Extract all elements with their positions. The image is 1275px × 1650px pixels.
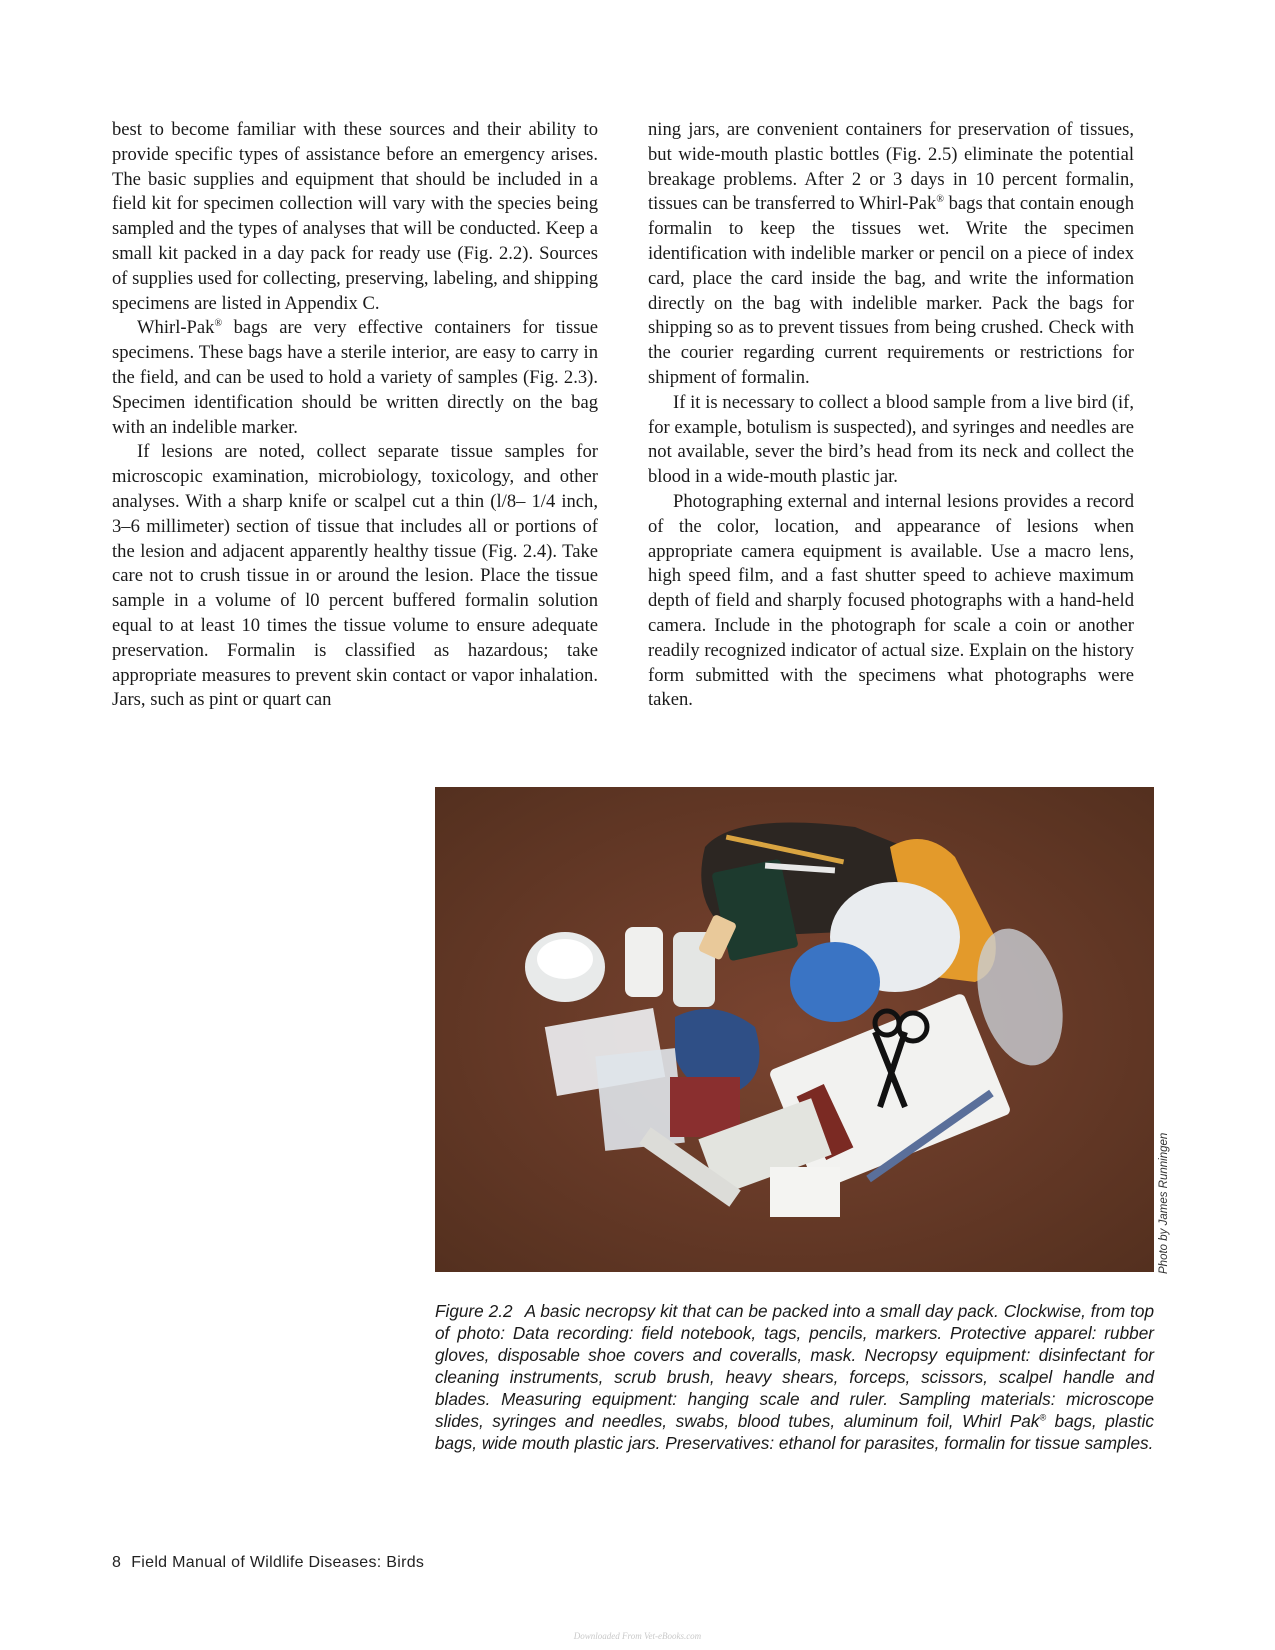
left-text-column xyxy=(112,118,598,713)
paragraph-text: bags are very effective containers for tissue specimens. These bags have a sterile interior, are easy to carry in the field, and can be used to hold a variety of samples (Fig. 2.3). Specimen identification should be written directly on the bag with an indelible marker. xyxy=(112,317,598,438)
necropsy-kit-photo xyxy=(435,787,1154,1272)
figure-caption xyxy=(435,1300,1154,1454)
paragraph-text: ning jars, are convenient containers for preservation of tissues, but wide-mouth plastic bottles (Fig. 2.5) eliminate the potential breakage problems. After 2 or 3 days in 10 percent formalin, tissues can be transferred to Whirl-Pak xyxy=(648,119,1134,215)
photo-illustration xyxy=(435,787,1154,1272)
paragraph: If lesions are noted, collect separate tissue samples for microscopic examination, microbiology, toxicology, and other analyses. With a sharp knife or scalpel cut a thin (l/8– 1/4 inch, 3–6 millimeter) section of tissue that includes all or portions of the lesion and adjacent apparently healthy tissue (Fig. 2.4). Take care not to crush tissue in or around the lesion. Place the tissue sample in a volume of l0 percent buffered formalin solution equal to at least 10 times the tissue volume to ensure adequate preservation. Formalin is classified as hazardous; take appropriate measures to prevent skin contact or vapor inhalation. Jars, such as pint or quart can xyxy=(112,441,598,711)
watermark: Downloaded From Vet-eBooks.com xyxy=(573,1631,702,1641)
registered-mark: ® xyxy=(1039,1412,1047,1423)
paragraph-text: bags that contain enough formalin to keep the tissues wet. Write the specimen identification with indelible marker or pencil on a piece of index card, place the card inside the bag, and write the information directly on the bag with indelible marker. Pack the bags for shipping so as to prevent tissues from being crushed. Check with the courier regarding current requirements or restrictions for shipment of formalin. xyxy=(648,193,1134,388)
paragraph: If it is necessary to collect a blood sample from a live bird (if, for example, botulism is suspected), and syringes and needles are not available, sever the bird’s head from its neck and collect the blood in a wide-mouth plastic jar. xyxy=(648,391,1134,488)
ethanol-bottle xyxy=(625,927,663,997)
registered-mark: ® xyxy=(214,318,223,330)
page-footer xyxy=(112,1554,424,1572)
page-number: 8 xyxy=(112,1554,122,1571)
running-title: Field Manual of Wildlife Diseases: Birds xyxy=(131,1554,425,1571)
paragraph: best to become familiar with these sources and their ability to provide specific types of assistance before an emergency arises. The basic supplies and equipment that should be included in a field kit for specimen collection will vary with the species being sampled and the types of analyses that will be conducted. Keep a small kit packed in a day pack for ready use (Fig. 2.2). Sources of supplies used for collecting, preserving, labeling, and shipping specimens are listed in Appendix C. xyxy=(112,119,598,314)
figure-label: Figure 2.2 xyxy=(435,1301,513,1321)
paragraph: Photographing external and internal lesions provides a record of the color, location, and appearance of lesions when appropriate camera equipment is available. Use a macro lens, high speed film, and a fast shutter speed to achieve maximum depth of field and sharply focused photographs with a hand-held camera. Include in the photograph for scale a coin or another readily recognized indicator of actual size. Explain on the history form submitted with the specimens what photographs were taken. xyxy=(648,490,1134,711)
registered-mark: ® xyxy=(936,194,944,206)
mask xyxy=(790,942,880,1022)
photo-credit: Photo by James Runningen xyxy=(1158,1132,1170,1274)
microscope-slides xyxy=(770,1167,840,1217)
caption-text: A basic necropsy kit that can be packed into a small day pack. Clockwise, from top of photo: Data recording: field notebook, tags, pencils, markers. Protective apparel: rubber gloves, disposable shoe covers and coveralls, mask. Necropsy equipment: disinfectant for cleaning instruments, scrub brush, heavy shears, forceps, scissors, scalpel handle and blades. Measuring equipment: hanging scale and ruler. Sampling materials: microscope slides, syringes and needles, swabs, blood tubes, aluminum foil, Whirl Pak xyxy=(435,1301,1155,1431)
right-text-column xyxy=(648,118,1134,713)
caption-text: bags, plastic bags, wide mouth plastic jars. Preservatives: ethanol for parasites, formalin for tissue samples. xyxy=(435,1411,1154,1453)
paragraph xyxy=(112,316,598,440)
paragraph xyxy=(648,118,1134,391)
paragraph-text: Whirl-Pak xyxy=(137,317,215,339)
